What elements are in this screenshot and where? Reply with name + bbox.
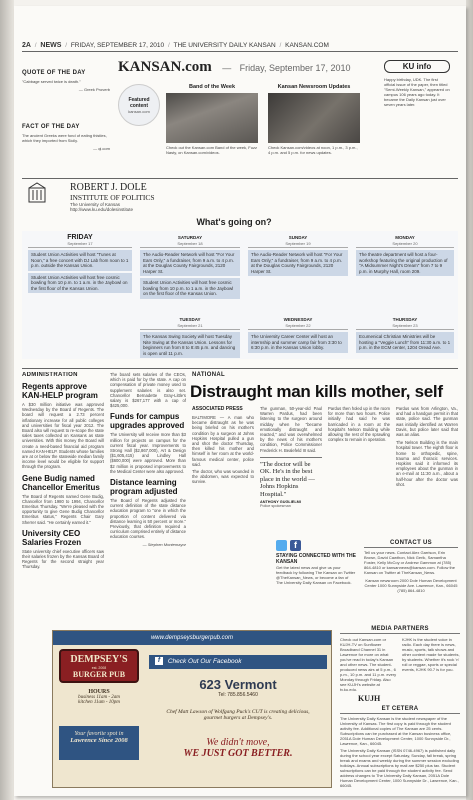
monday-event-1: The theatre department will host a four-workshop featuring the original production of "A Midsummer Night's Dream" from 7 to 9 p.m. in Murphy Hall, room 209. xyxy=(356,250,454,276)
newsroom-caption: Check Kansan.com/videos at noon, 1 p.m., 3 p.m., 4 p.m. and 5 p.m. for news updates. xyxy=(268,145,358,155)
saturday-event-2: Student Union Activities will host free cosmic bowling from 10 p.m. to 1 a.m. in the Jaybowl on the first floor of the Kansas Union. xyxy=(140,278,240,299)
distance-body: The Board of Regents adjusted the current definition of the state distance education program to "one in which the proportion of content delivered via distance learning is 50 percent or more." Previously, that definition required a curriculum comprised entirely of distance education courses. xyxy=(110,498,186,540)
administration-label: ADMINISTRATION xyxy=(22,372,78,378)
band-photo xyxy=(166,93,258,143)
ku-info-box xyxy=(384,60,450,107)
quote-box xyxy=(22,70,110,92)
dole-institute-logo xyxy=(28,182,46,204)
contact-box xyxy=(364,540,458,593)
ad-slogan: We didn't move, WE JUST GOT BETTER. xyxy=(183,737,293,759)
ad-facebook-icon: f xyxy=(155,657,163,665)
national-headline: Distraught man kills mother, self xyxy=(190,382,443,401)
page-binding-spine xyxy=(0,0,14,800)
banner-date: Friday, September 17, 2010 xyxy=(239,63,351,73)
friday-event-1: Student Union Activities will host "Tunes at Noon," a free concert with DJ Lab from noon to 1 p.m. outside the Kansas Union. xyxy=(28,250,132,271)
national-body-4: Pardus then holed up in the room for more than two hours. Police initially had said he was barricaded in a room at the hospital's Nelson Building while allowing the rest of the sprawling complex to remain in operation. xyxy=(328,406,390,443)
national-body-3: The gunman, 50-year-old Paul Warren Pardus, had been listening to the surgeon around midday when he "became emotionally distraught and reacted," and was overwhelmed by the news of his mother's condition, Police Commissioner Frederick H. Bealefeld III said. xyxy=(260,406,322,453)
dole-institute-name: INSTITUTE OF POLITICS xyxy=(70,193,155,202)
newsroom-updates-title: Kansan Newsroom Updates xyxy=(277,84,351,90)
national-label-wrap xyxy=(192,372,382,378)
kansan-logo: KANSAN.com xyxy=(118,59,212,75)
ad-facebook-banner[interactable]: f Check Out Our Facebook xyxy=(149,655,327,669)
kujh-logo: KUJH xyxy=(358,694,381,703)
national-body-5: Pardus was from Arlington, Va., and had a handgun permit in that state, police said. The gunman was initially identified as Warren Davis, but police later said that was an alias. xyxy=(396,406,458,438)
ad-url[interactable]: www.dempseysburgerpub.com xyxy=(53,631,331,645)
contact-title: CONTACT US xyxy=(364,540,458,548)
calendar-friday: FRIDAY September 17 Student Union Activities will host "Tunes at Noon," a free concert with DJ Lab from noon to 1 p.m. outside the Kansas Union. Student Union Activities will host free cosmic bowling from 10 p.m. to 1 a.m. in the Jaybowl on the first floor of the Kansas Union. xyxy=(28,235,132,295)
dole-url[interactable]: http://www.ku.edu/dolesinstitute xyxy=(70,207,134,212)
page-edge xyxy=(466,0,473,800)
page-number: 2A xyxy=(22,42,31,49)
etcetera-text: The University Daily Kansan is the student newspaper of the University of Kansas. The first copy is paid through the student activity fee. Additional copies of The Kansan are 25 cents. Subscriptions can be purchased at the Kansan business office, 2051A Dole Human Development Center, 1000 Sunnyside Dr., Lawrence, Kan., 66045. xyxy=(340,716,452,746)
pull-quote-attribution: ANTHONY GUGLIELMI xyxy=(260,500,301,505)
calendar-saturday: SATURDAY September 18 The Audio-Reader Network will host "For Your Ears Only," a fundraiser, from 9 a.m. to 4 p.m. at the Douglas County Fairgrounds, 2120 Harper St. Student Union Activities will host free cosmic bowling from 10 p.m. to 1 a.m. in the Jaybowl on the first floor of the Kansas Union. xyxy=(140,235,240,301)
band-of-week-title: Band of the Week xyxy=(188,84,236,90)
header-paper: THE UNIVERSITY DAILY KANSAN xyxy=(173,42,276,49)
salaries-body: State university chief executive officers saw their salaries frozen by the Kansas Board of Regents for the second straight year Thursday. xyxy=(22,548,104,570)
upgrades-headline: Funds for campus upgrades approved xyxy=(110,412,185,431)
etcetera-box xyxy=(340,706,460,788)
section-name: NEWS xyxy=(40,42,62,49)
ku-info-text: Happy birthday, UDK. The first official issue of the paper, then titled "Semi-Weekly Kansan," appeared on campus 106 years ago today. It became the Daily Kansan just over seven years later. xyxy=(384,77,450,107)
upgrades-body: The University will receive more than $3 million for projects on campus for the current fiscal year. Improvements to Strong Hall ($2,867,000), Art & Design ($1,605,415) and Lindley Hall ($600,000) were approved. More than $2 million is proposed improvements to the Medical Center were also approved. xyxy=(110,432,186,474)
featured-content-badge: Featured content kansan.com xyxy=(118,84,160,126)
kansan-banner: KANSAN.com — Friday, September 17, 2010 xyxy=(118,59,351,75)
dole-university: The University of Kansas xyxy=(70,202,121,207)
dole-name: ROBERT J. DOLE xyxy=(70,182,147,193)
regents-headline: Regents approve KAN-HELP program xyxy=(22,382,98,400)
contact-address: Kansan newsroom 2000 Dole Human Development Center 1000 Sunnyside Ave. Lawrence, Kan., 66045 (785) 864-4810 xyxy=(364,578,458,593)
stay-connected-text: Get the latest news and give us your feedback by following The Kansan on Twitter @TheKansan_News, or become a fan of The University Daily Kansan on Facebook. xyxy=(276,565,356,585)
header-date: FRIDAY, SEPTEMBER 17, 2010 xyxy=(70,42,165,49)
budig-headline: Gene Budig named Chancellor Emeritus xyxy=(22,473,100,492)
calendar-sunday: SUNDAY September 19 The Audio-Reader Network will host "For Your Ears Only," a fundraiser, from 9 a.m. to 4 p.m. at the Douglas County Fairgrounds, 2120 Harper St. xyxy=(248,235,348,278)
national-lead: BALTIMORE — A man who became distraught as he was being briefed on his mother's condition by a surgeon at Johns Hopkins Hospital pulled a gun and shot the doctor Thursday, then killed his mother and himself in her room at the world-famous medical center, police said. xyxy=(192,415,254,467)
ad-tagline: Your favorite spot in Lawrence Since 2008 xyxy=(59,726,139,760)
budig-body: The Board of Regents named Gene Budig, Chancellor from 1980 to 1994, Chancellor Emeritus Thursday. "We're pleased with the opportunity to give Gene Budig Chancellor Emeritus status," Regents Chair Gary Sherrer said. "He certainly earned it." xyxy=(22,493,104,525)
admin-byline: — Stephen Montemayor xyxy=(142,541,186,547)
fact-source: — qi.com xyxy=(93,146,110,151)
national-source: ASSOCIATED PRESS xyxy=(192,406,243,412)
fact-text: The ancient Greeks were fond of eating thistles, which they imported from Sicily. xyxy=(22,133,107,143)
header-site: KANSAN.COM xyxy=(285,42,329,49)
ad-chef-text: Chef Matt Lawson of Wolfgang Puck's CUT is creating delicious, gourmet burgers at Dempsey's. xyxy=(166,709,310,721)
header-rule xyxy=(22,51,458,52)
twitter-icon[interactable] xyxy=(276,540,287,551)
media-partners-title: MEDIA PARTNERS xyxy=(340,626,460,634)
national-label: NATIONAL xyxy=(192,372,225,378)
sunday-event-1: The Audio-Reader Network will host "For Your Ears Only," a fundraiser, from 9 a.m. to 4 p.m. at the Douglas County Fairgrounds, 2120 Harper St. xyxy=(248,250,348,276)
contact-text: Tell us your news. Contact Alex Garrison, Erin Brown, David Cawthon, Nick Gerik, Samantha Foster, Kelly McCoy or Andrew Gammon at (785) 864-4810 or kansannews@kansan.com. Follow the Kansan on Twitter at TheKansan_News. xyxy=(364,550,455,575)
calendar-thursday: THURSDAY September 23 Ecumenical Christian Ministries will be hosting a "Veggie Lunch" from 11:30 a.m. to 1 p.m. in the ECM center, 1204 Oread Ave. xyxy=(356,317,454,355)
calendar-wednesday: WEDNESDAY September 22 The University Career Center will host an internship and summer camp fair from 3:30 to 6:30 p.m. in the Kansas Union lobby. xyxy=(248,317,348,355)
newspaper-page xyxy=(14,6,466,796)
stay-connected-box xyxy=(276,540,356,585)
pull-quote-box xyxy=(260,457,322,509)
media-partners-kjhk-text: KJHK is the student voice in radio. Each day there is news, music, sports, talk shows and other content made for students, by students. Whether it's rock 'n' roll or reggae, sports or special events, KJHK 90.7 is for you. xyxy=(402,637,460,672)
saturday-event-1: The Audio-Reader Network will host "For Your Ears Only," a fundraiser, from 9 a.m. to 4 p.m. at the Douglas County Fairgrounds, 2120 Harper St. xyxy=(140,250,240,276)
calendar-tuesday: TUESDAY September 21 The Kansas Swing Society will host Tuesday Nite Swing at the Kansas Union. Lessons for beginners run from 8 to 8:45 p.m. and dancing is open until 11 p.m. xyxy=(140,317,240,360)
calendar-grid xyxy=(22,231,458,359)
dempseys-ad[interactable] xyxy=(52,630,332,788)
fact-title: FACT OF THE DAY xyxy=(22,124,80,130)
distance-headline: Distance learning program adjusted xyxy=(110,478,178,497)
wednesday-event-1: The University Career Center will host an internship and summer camp fair from 3:30 to 6:30 p.m. in the Kansas Union lobby. xyxy=(248,332,348,353)
pull-quote: "The doctor will be OK. He's in the best place in the world — Johns Hopkins Hospital." xyxy=(260,460,315,498)
band-of-week-feature[interactable] xyxy=(166,84,258,155)
quote-title: QUOTE OF THE DAY xyxy=(22,70,86,76)
national-col-4 xyxy=(396,406,458,556)
regents-body: A $30 million initiative was approved Wednesday by the Board of Regents. The board will request a 2.73 percent inflationary increase for all public colleges and universities for fiscal year 2012. The Board also will request to re-scope the state sales taxes collected on Kansans as state universities. With this money the Board will create a need-based financial aid program named KAN-HELP. Students whose families are at or below the statewide median family income level would be eligible for support through the program. xyxy=(22,402,104,470)
divider xyxy=(22,178,458,179)
newsroom-updates-feature[interactable] xyxy=(268,84,360,155)
fact-box xyxy=(22,124,110,151)
national-col-1 xyxy=(192,406,254,611)
quote-text: "Cabbage served twice is death." xyxy=(22,79,81,84)
calendar-title: What's going on? xyxy=(196,217,272,227)
salaries-headline: University CEO Salaries Frozen xyxy=(22,528,82,547)
etcetera-title: ET CETERA xyxy=(340,706,460,714)
divider xyxy=(22,368,458,369)
etcetera-text-2: The University Daily Kansan (ISSN 0746-4967) is published daily during the school year except Saturday, Sunday, fall break, spring break and exams and weekly during the summer session excluding holidays. Annual subscriptions by mail are $250 plus tax. Student subscriptions can be paid through the student activity fee. Send address changes to The University Daily Kansan, 2051A Dole Human Development Center, 1000 Sunnyside Dr., Lawrence, Kan., 66045. xyxy=(340,748,459,788)
facebook-icon[interactable]: f xyxy=(290,540,301,551)
ad-hours: HOURS business 11am - 2am kitchen 11am - 10pm xyxy=(78,689,120,705)
thursday-event-1: Ecumenical Christian Ministries will be hosting a "Veggie Lunch" from 11:30 a.m. to 1 p.m. in the ECM center, 1204 Oread Ave. xyxy=(356,332,454,353)
ku-info-logo: KU info xyxy=(384,60,450,73)
dole-institute-header xyxy=(70,182,155,212)
quote-attribution: — Greek Proverb xyxy=(78,87,110,92)
media-partners-box xyxy=(340,626,460,703)
salaries-body-continued: The board sets salaries of the CEOs, which is paid for by the state. A cap on compensation of private money used to supplement salaries is also set. Chancellor Bernadette Gray-Little's salary is $267,177 with a cap of $425,000. xyxy=(110,372,186,409)
ad-address: 623 Vermont Tel: 785.856.5460 xyxy=(199,677,277,698)
newsroom-photo xyxy=(268,93,360,143)
media-partners-kujh-text: Check out Kansan.com or KUJH-TV on Sunflower Broadband Channel 31 in Lawrence for more on what you've read in today's Kansan and other news. The student-produced news airs at 5 p.m., 6 p.m., 10 p.m. and 11 p.m. every Monday through Friday. Also see KUJH's website at tv.ku.edu. xyxy=(340,637,397,692)
page-header: 2A / NEWS / FRIDAY, SEPTEMBER 17, 2010 / THE UNIVERSITY DAILY KANSAN / KANSAN.COM xyxy=(22,42,329,49)
stay-connected-title: STAYING CONNECTED WITH THE KANSAN xyxy=(276,553,357,565)
friday-event-2: Student Union Activities will host free cosmic bowling from 10 p.m. to 1 a.m. in the Jaybowl on the first floor of the Kansas Union. xyxy=(28,273,132,294)
pull-quote-role: Police spokesman xyxy=(260,504,291,509)
calendar-monday: MONDAY September 20 The theatre department will host a four-workshop featuring the original production of "A Midsummer Night's Dream" from 7 to 9 p.m. in Murphy Hall, room 209. xyxy=(356,235,454,278)
tuesday-event-1: The Kansas Swing Society will host Tuesday Nite Swing at the Kansas Union. Lessons for beginners run from 8 to 8:45 p.m. and dancing is open until 11 p.m. xyxy=(140,332,240,358)
dempseys-logo: DEMPSEY'S est. 2008 BURGER PUB xyxy=(59,649,139,683)
national-body-2: The doctor, who was wounded in the abdomen, was expected to survive. xyxy=(192,469,254,485)
band-caption: Check out the Kansan.com Band of the week, Fuzz Nasty, on Kansan.com/videos. xyxy=(166,145,257,155)
national-body-6: The Nelson Building is the main hospital tower. The eighth floor is home to orthopedic, spine, trauma and thoracic services. Hopkins said it informed its employees about the gunman in an e-mail at 11:30 a.m., about a half-hour after the doctor was shot. xyxy=(396,440,458,487)
